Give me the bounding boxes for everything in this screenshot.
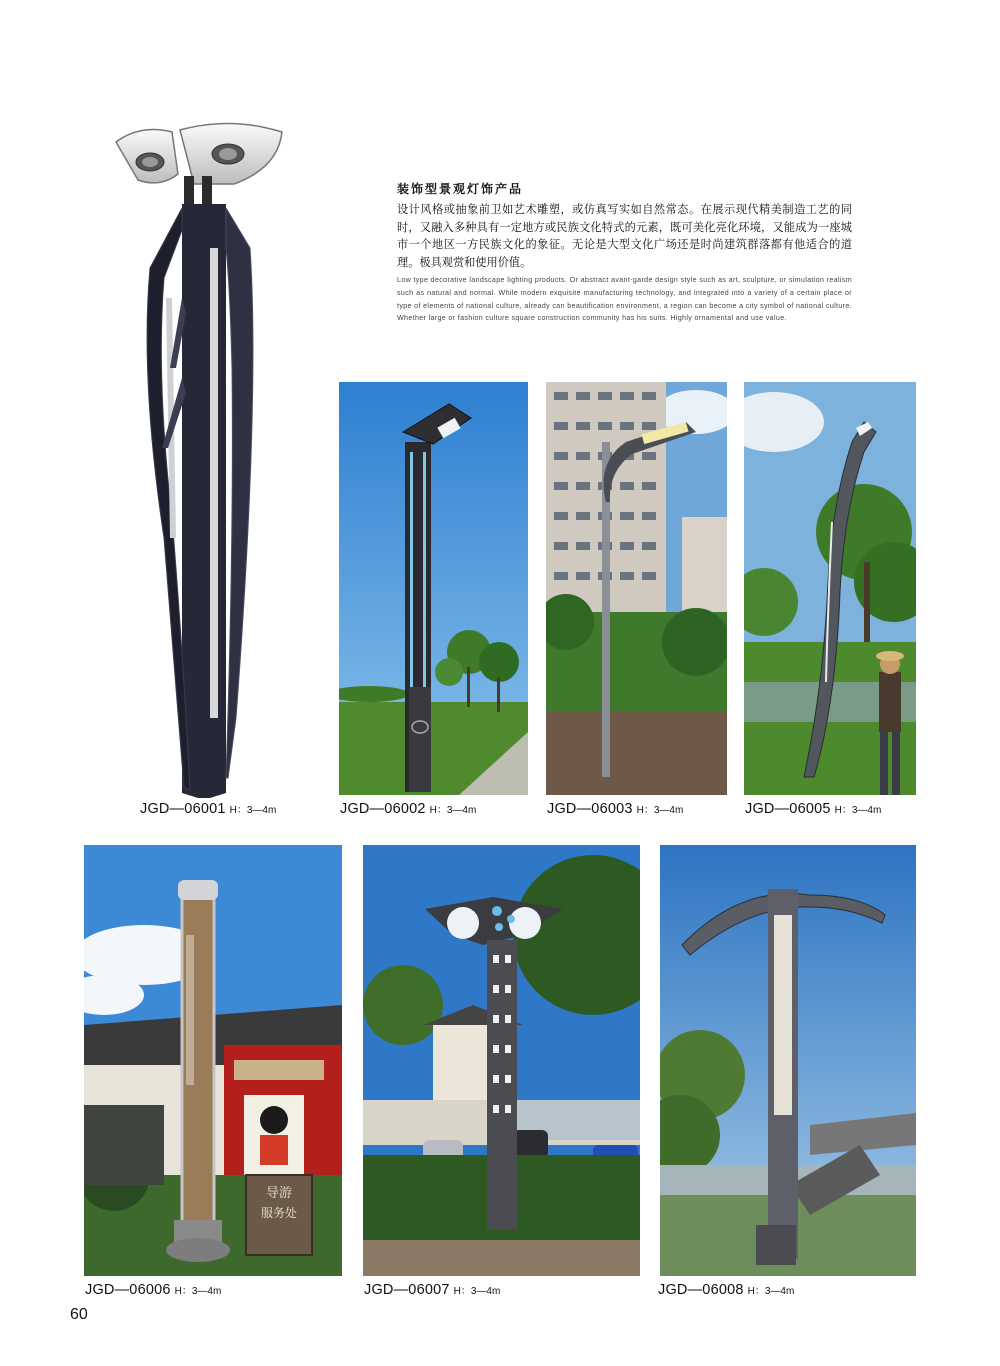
- product-height: H：3—4m: [747, 1286, 795, 1297]
- photo-jgd-06006: [84, 845, 342, 1276]
- lamp-06003-illustration: [546, 382, 727, 795]
- photo-jgd-06007: [363, 845, 640, 1276]
- intro-block: [397, 180, 852, 325]
- product-code: JGD—06006: [85, 1282, 171, 1298]
- product-code: JGD—06005: [745, 801, 831, 817]
- description-english: Low type decorative landscape lighting products. Or abstract avant-garde design style such as art, sculpture, or simulation realism such as natural and normal. While modern exquisite manufacturing technology, and integrated into a variety of a certain place or type of elements of national culture, already can beautification environment, a region can become a city symbol of national culture. Whether large or fashion culture square construction community has his suits. Highly ornamental and use value.: [397, 276, 852, 323]
- lamp-06002-illustration: [339, 382, 528, 795]
- product-code: JGD—06003: [547, 801, 633, 817]
- product-height: H：3—4m: [429, 805, 477, 816]
- caption-jgd-06007: [364, 1281, 500, 1299]
- lamp-06001-illustration: [110, 118, 320, 798]
- product-code: JGD—06002: [340, 801, 426, 817]
- product-height: H：3—4m: [174, 1286, 222, 1297]
- caption-jgd-06008: [658, 1281, 794, 1299]
- product-height: H：3—4m: [834, 805, 882, 816]
- caption-jgd-06005: [745, 800, 881, 818]
- guide-sign-line2: 服务处: [260, 1206, 298, 1220]
- product-height: H：3—4m: [636, 805, 684, 816]
- caption-jgd-06001: [140, 800, 276, 818]
- photo-jgd-06008: [660, 845, 916, 1276]
- page-number: 60: [70, 1306, 88, 1323]
- product-height: H：3—4m: [453, 1286, 501, 1297]
- section-title: 装饰型景观灯饰产品: [397, 182, 524, 196]
- product-code: JGD—06008: [658, 1282, 744, 1298]
- product-code: JGD—06001: [140, 801, 226, 817]
- product-code: JGD—06007: [364, 1282, 450, 1298]
- lamp-06005-illustration: [744, 382, 916, 795]
- lamp-06007-illustration: [363, 845, 640, 1276]
- description-chinese: 设计风格或抽象前卫如艺术雕塑，或仿真写实如自然常态。在展示现代精美制造工艺的同时，又融入多种具有一定地方或民族文化特式的元素，既可美化亮化环境，又能成为一座城市一个地区一方民族文化的象征。无论是大型文化广场还是时尚建筑群落都有他适合的道理。极具观赏和使用价值。: [397, 203, 852, 269]
- guide-sign-line1: 导游: [265, 1186, 293, 1201]
- product-height: H：3—4m: [229, 805, 277, 816]
- photo-jgd-06002: [339, 382, 528, 795]
- caption-jgd-06006: [85, 1281, 221, 1299]
- caption-jgd-06002: [340, 800, 476, 818]
- lamp-06008-illustration: [660, 845, 916, 1276]
- hero-lamp-image: [110, 118, 320, 798]
- photo-jgd-06003: [546, 382, 727, 795]
- caption-jgd-06003: [547, 800, 683, 818]
- photo-jgd-06005: [744, 382, 916, 795]
- lamp-06006-illustration: [84, 845, 342, 1276]
